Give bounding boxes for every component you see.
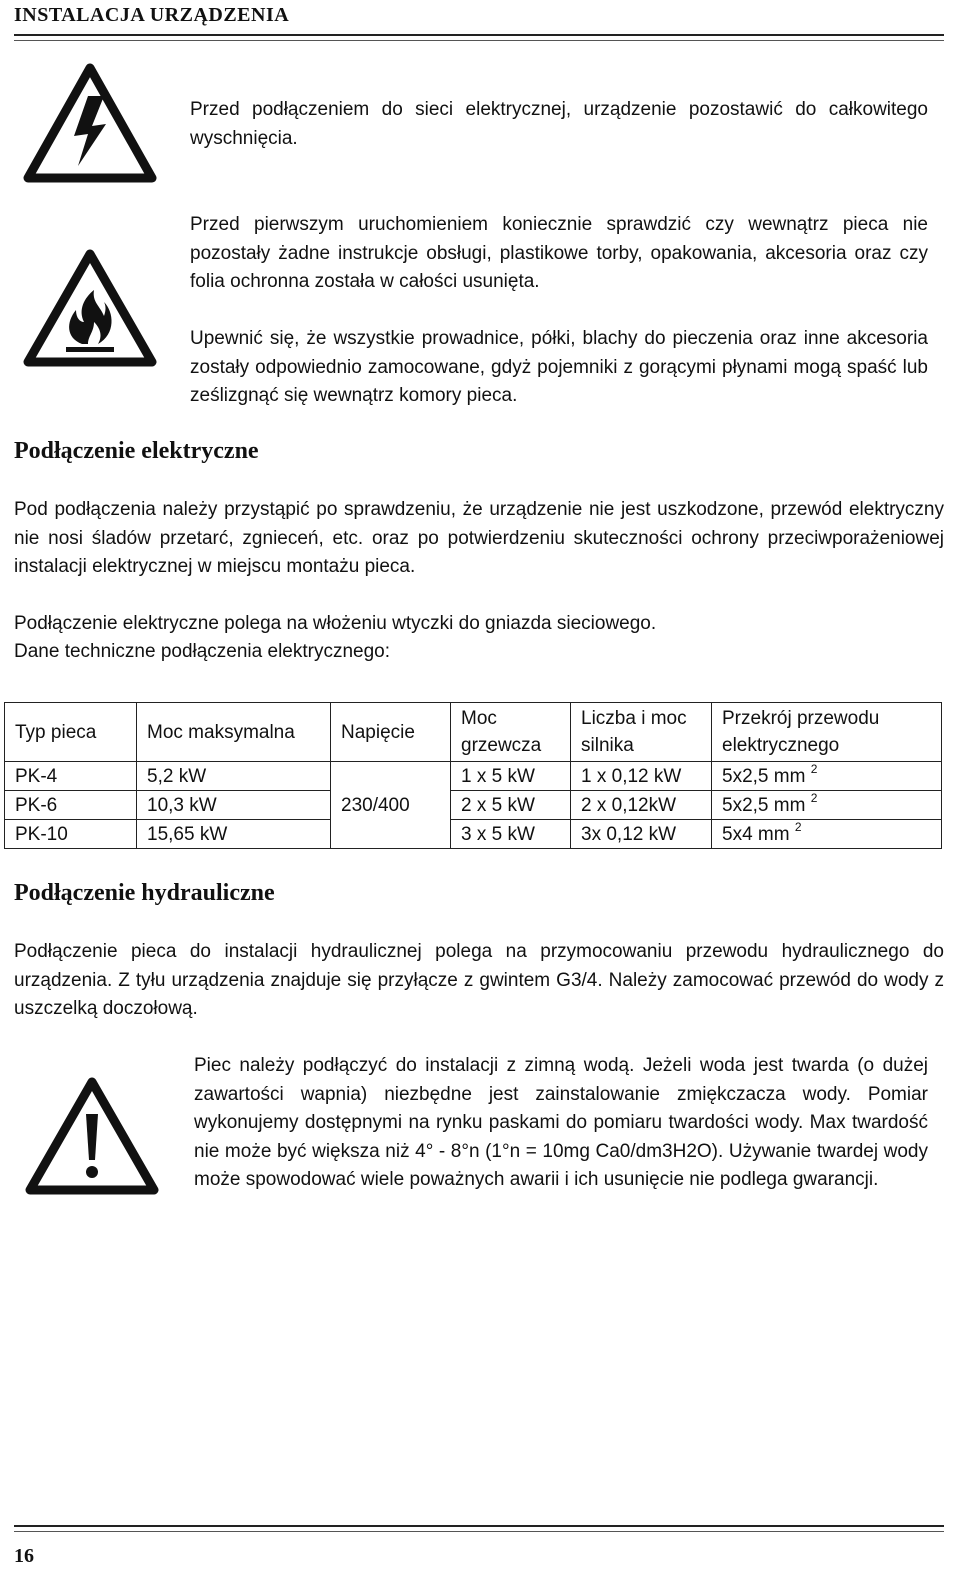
electric-paragraph-1: Pod podłączenia należy przystąpić po sprawdzeniu, że urządzenie nie jest uszkodzone, przewód elektryczny nie nosi śladów przetarć, zgnieceń, etc. oraz po potwierdzeniu skuteczności ochrony przeciwporażeniowej instalacji elektrycznej w miejscu montażu pieca. — [14, 499, 944, 577]
table-cell: 10,3 kW — [137, 791, 331, 820]
electric-heading: Podłączenie elektryczne — [14, 438, 259, 464]
general-warning-icon — [24, 1074, 160, 1198]
table-cell: 3x 0,12 kW — [571, 820, 712, 849]
superscript: 2 — [794, 819, 802, 834]
table-cell: PK-10 — [5, 820, 137, 849]
electric-paragraph-3: Dane techniczne podłączenia elektrycznego: — [14, 641, 391, 662]
table-row — [5, 762, 942, 791]
electric-spec-table — [4, 702, 942, 849]
table-cell: 1 x 5 kW — [451, 762, 571, 791]
table-header-cell: Przekrój przewodu elektrycznego — [712, 703, 942, 762]
table-row — [5, 791, 942, 820]
electric-paragraph-2: Podłączenie elektryczne polega na włożeniu wtyczki do gniazda sieciowego. — [14, 613, 657, 634]
table-cell: 2 x 0,12kW — [571, 791, 712, 820]
table-header-cell: Moc grzewcza — [451, 703, 571, 762]
flammable-warning-icon — [22, 246, 158, 370]
table-cell — [712, 791, 942, 820]
page-number: 16 — [14, 1545, 34, 1567]
header-rule-thin — [14, 40, 944, 41]
voltage-cell: 230/400 — [331, 762, 451, 849]
footer-rule — [14, 1525, 944, 1527]
header-rule — [14, 34, 944, 36]
table-cell: 5,2 kW — [137, 762, 331, 791]
table-header-cell: Typ pieca — [5, 703, 137, 762]
footer-rule-thin — [14, 1531, 944, 1532]
table-row — [5, 820, 942, 849]
intro-paragraph-1: Przed podłączeniem do sieci elektrycznej, urządzenie pozostawić do całkowitego wyschnięcia. — [190, 99, 928, 149]
hydraulic-heading: Podłączenie hydrauliczne — [14, 880, 275, 906]
intro-paragraph-3: Upewnić się, że wszystkie prowadnice, półki, blachy do pieczenia oraz inne akcesoria zostały odpowiednio zamocowane, gdyż pojemniki z gorącymi płynami mogą spaść lub ześlizgnąć się wewnątrz komory pieca. — [190, 328, 928, 406]
table-cell: PK-4 — [5, 762, 137, 791]
table-cell: 1 x 0,12 kW — [571, 762, 712, 791]
intro-paragraph-2: Przed pierwszym uruchomieniem koniecznie sprawdzić czy wewnątrz pieca nie pozostały żadne instrukcje obsługi, plastikowe torby, opakowania, akcesoria oraz czy folia ochronna została w całości usunięta. — [190, 214, 928, 292]
high-voltage-warning-icon — [22, 62, 158, 184]
cable-value: 5x4 mm — [722, 823, 790, 845]
table-cell: 3 x 5 kW — [451, 820, 571, 849]
table-header-cell: Moc maksymalna — [137, 703, 331, 762]
cable-value: 5x2,5 mm — [722, 765, 806, 787]
table-cell: PK-6 — [5, 791, 137, 820]
hydraulic-paragraph-2: Piec należy podłączyć do instalacji z zimną wodą. Jeżeli woda jest twarda (o dużej zawartości wapnia) niezbędne jest zainstalowanie zmiękczacza wody. Pomiar wykonujemy dostępnymi na rynku paskami do pomiaru twardości wody. Max twardość nie może być większa niż 4° - 8°n (1°n = 10mg Ca0/dm3H2O). Używanie twardej wody może spowodować wiele poważnych awarii i ich usunięcie nie podlega gwarancji. — [194, 1055, 928, 1190]
cable-value: 5x2,5 mm — [722, 794, 806, 816]
superscript: 2 — [810, 790, 818, 805]
table-cell: 15,65 kW — [137, 820, 331, 849]
table-header-row — [5, 703, 942, 762]
page-title: INSTALACJA URZĄDZENIA — [14, 4, 290, 26]
hydraulic-paragraph-1: Podłączenie pieca do instalacji hydraulicznej polega na przymocowaniu przewodu hydraulicznego do urządzenia. Z tyłu urządzenia znajduje się przyłącze z gwintem G3/4. Należy zamocować przewód do wody z uszczelką doczołową. — [14, 941, 944, 1019]
table-header-cell: Liczba i moc silnika — [571, 703, 712, 762]
table-cell: 2 x 5 kW — [451, 791, 571, 820]
table-cell — [712, 820, 942, 849]
table-cell — [712, 762, 942, 791]
superscript: 2 — [810, 761, 818, 776]
table-header-cell: Napięcie — [331, 703, 451, 762]
